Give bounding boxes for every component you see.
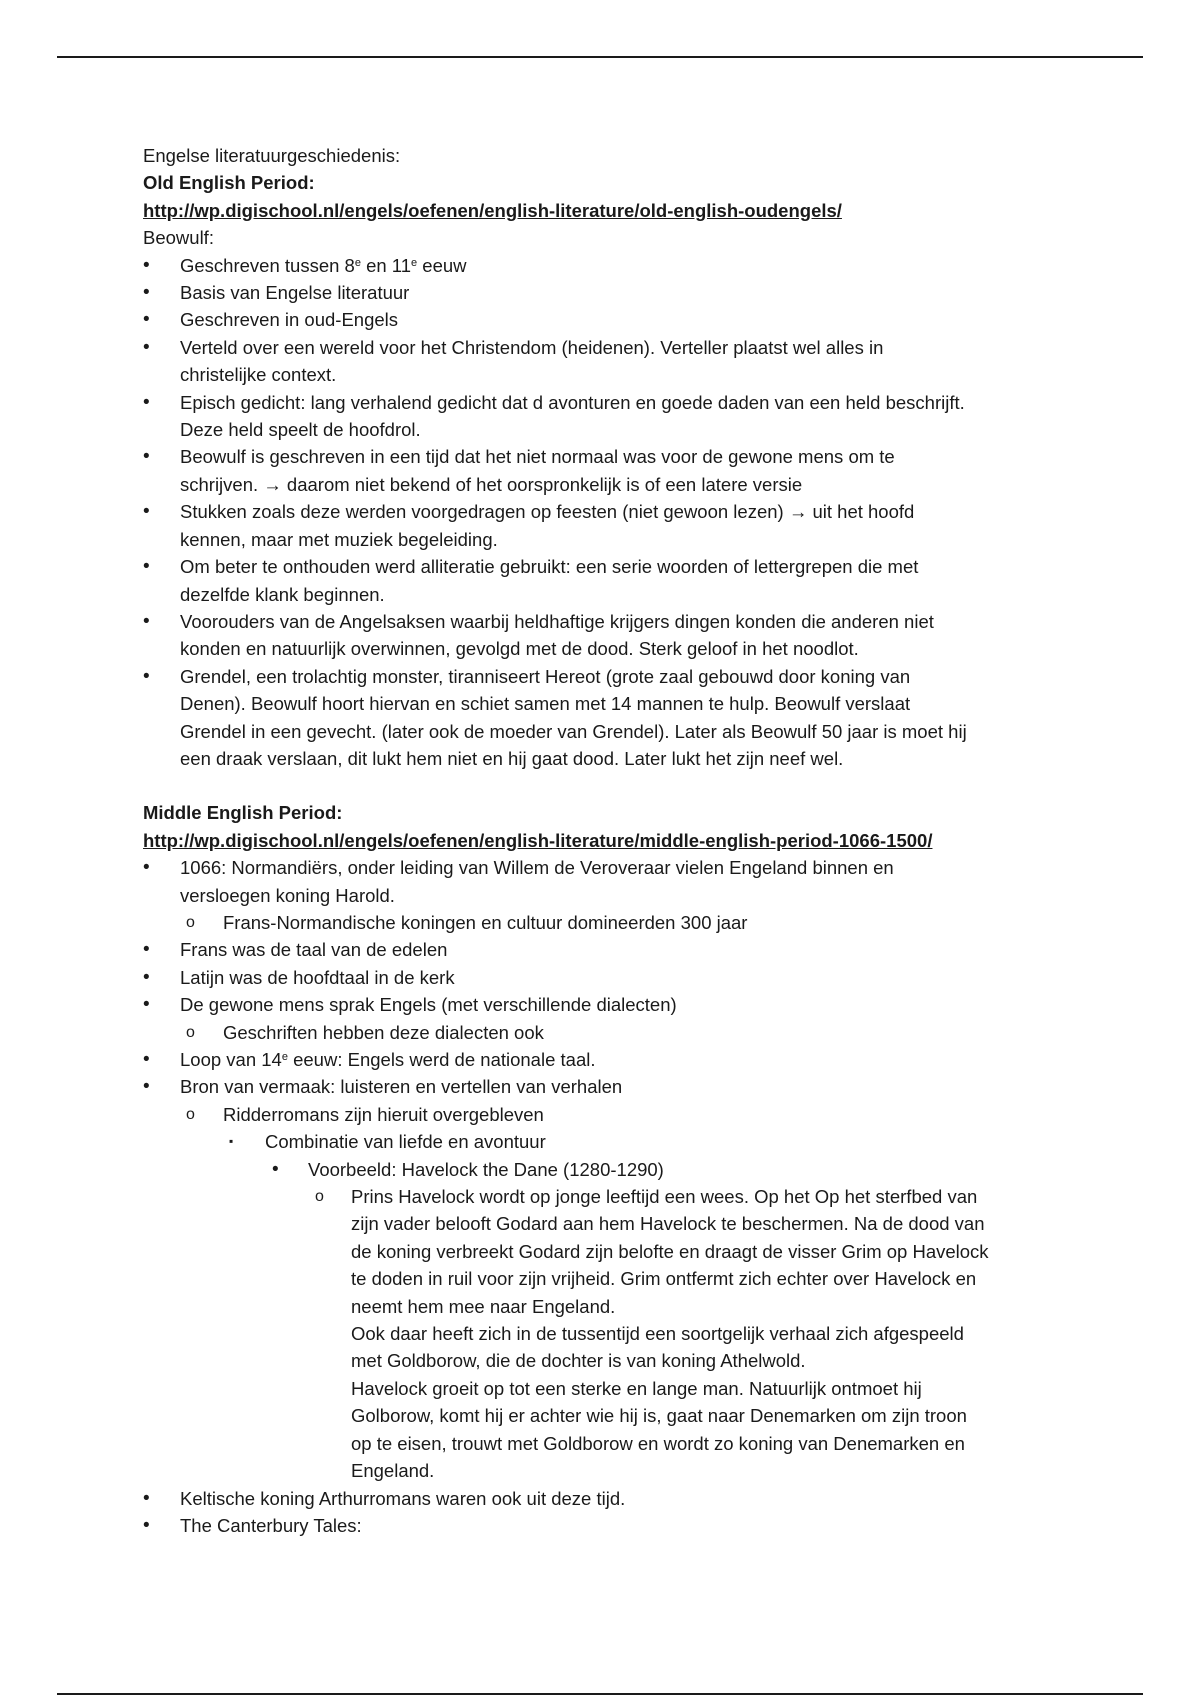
- list-item: o Ridderromans zijn hieruit overgebleven: [143, 1101, 1063, 1128]
- document-title: Engelse literatuurgeschiedenis:: [143, 145, 401, 166]
- old-english-link[interactable]: http://wp.digischool.nl/engels/oefenen/english-literature/old-english-oudengels/: [143, 199, 842, 221]
- bullet-icon: •: [143, 282, 150, 304]
- list-item: • Frans was de taal van de edelen: [143, 936, 1063, 963]
- document-body: [143, 142, 1063, 1539]
- circle-bullet-icon: o: [186, 1023, 195, 1041]
- list-item: • Bron van vermaak: luisteren en vertellen van verhalen: [143, 1073, 1063, 1100]
- bullet-icon: •: [143, 336, 150, 358]
- list-item: • Geschreven tussen 8e en 11e eeuw: [143, 252, 1063, 279]
- bullet-icon: •: [143, 391, 150, 413]
- list-item: • Verteld over een wereld voor het Christendom (heidenen). Verteller plaatst wel alles in christelijke context.: [143, 334, 1063, 389]
- old-english-heading: Old English Period:: [143, 172, 315, 194]
- bullet-icon: •: [143, 254, 150, 276]
- list-item: • Grendel, een trolachtig monster, tiranniseert Hereot (grote zaal gebouwd door koning van Denen). Beowulf hoort hiervan en schiet samen met 14 mannen te hulp. Beowulf verslaat Grendel in een gevecht. (later ook de moeder van Grendel). Later als Beowulf 50 jaar is moet hij een draak verslaan, dit lukt hem niet en hij gaat dood. Later lukt het zijn neef wel.: [143, 663, 1063, 773]
- bullet-icon: •: [143, 501, 150, 523]
- bullet-icon: •: [143, 1076, 150, 1098]
- list-item: • Basis van Engelse literatuur: [143, 279, 1063, 306]
- beowulf-list: [143, 252, 1063, 773]
- circle-bullet-icon: o: [186, 913, 195, 931]
- bullet-icon: •: [143, 939, 150, 961]
- bullet-icon: •: [272, 1158, 279, 1180]
- list-item: • Voorbeeld: Havelock the Dane (1280-1290): [143, 1156, 1063, 1183]
- circle-bullet-icon: o: [186, 1105, 195, 1123]
- bullet-icon: •: [143, 1049, 150, 1070]
- list-item: • Voorouders van de Angelsaksen waarbij heldhaftige krijgers dingen konden die anderen niet konden en natuurlijk overwinnen, gevolgd met de dood. Sterk geloof in het noodlot.: [143, 608, 1063, 663]
- list-item: o Prins Havelock wordt op jonge leeftijd een wees. Op het Op het sterfbed van zijn vader belooft Godard aan hem Havelock te beschermen. Na de dood van de koning verbreekt Godard zijn belofte en draagt de visser Grim op Havelock te doden in ruil voor zijn vrijheid. Grim ontfermt zich echter over Havelock en neemt hem mee naar Engeland. Ook daar heeft zich in de tussentijd een soortgelijk verhaal zich afgespeeld met Goldborow, die de dochter is van koning Athelwold. Havelock groeit op tot een sterke en lange man. Natuurlijk ontmoet hij Golborow, komt hij er achter wie hij is, gaat naar Denemarken om zijn troon op te eisen, trouwt met Goldborow en wordt zo koning van Denemarken en Engeland.: [143, 1183, 1063, 1484]
- list-item: • The Canterbury Tales:: [143, 1512, 1063, 1539]
- beowulf-heading: Beowulf:: [143, 227, 214, 249]
- list-item: • Beowulf is geschreven in een tijd dat het niet normaal was voor de gewone mens om te schrijven. → daarom niet bekend of het oorspronkelijk is of een latere versie: [143, 443, 1063, 498]
- list-item: • Om beter te onthouden werd alliteratie gebruikt: een serie woorden of lettergrepen die met dezelfde klank beginnen.: [143, 553, 1063, 608]
- bullet-icon: •: [143, 610, 150, 632]
- bullet-icon: •: [143, 994, 150, 1016]
- bullet-icon: •: [143, 665, 150, 687]
- list-item: • Latijn was de hoofdtaal in de kerk: [143, 964, 1063, 991]
- bullet-icon: •: [143, 857, 150, 879]
- bullet-icon: •: [143, 966, 150, 988]
- bullet-icon: •: [143, 309, 150, 331]
- circle-bullet-icon: o: [315, 1188, 324, 1206]
- bullet-icon: •: [143, 556, 150, 578]
- list-item: o Frans-Normandische koningen en cultuur domineerden 300 jaar: [143, 909, 1063, 936]
- bullet-icon: •: [143, 1514, 150, 1536]
- list-item: • De gewone mens sprak Engels (met verschillende dialecten): [143, 991, 1063, 1018]
- list-item: • Keltische koning Arthurromans waren ook uit deze tijd.: [143, 1485, 1063, 1512]
- list-item: o Geschriften hebben deze dialecten ook: [143, 1019, 1063, 1046]
- list-item: ▪ Combinatie van liefde en avontuur: [143, 1128, 1063, 1155]
- middle-english-list: [143, 854, 1063, 1539]
- bullet-icon: •: [143, 1487, 150, 1509]
- footer-rule: [57, 1693, 1143, 1695]
- list-item: • Geschreven in oud-Engels: [143, 306, 1063, 333]
- middle-english-link[interactable]: http://wp.digischool.nl/engels/oefenen/english-literature/middle-english-period-1066-1500/: [143, 829, 933, 851]
- list-item: • 1066: Normandiërs, onder leiding van Willem de Veroveraar vielen Engeland binnen en versloegen koning Harold.: [143, 854, 1063, 909]
- bullet-icon: •: [143, 446, 150, 468]
- square-bullet-icon: ▪: [229, 1134, 234, 1149]
- header-rule: [57, 56, 1143, 58]
- middle-english-heading: Middle English Period:: [143, 802, 343, 824]
- list-item: • Stukken zoals deze werden voorgedragen op feesten (niet gewoon lezen) → uit het hoofd kennen, maar met muziek begeleiding.: [143, 498, 1063, 553]
- list-item: • Episch gedicht: lang verhalend gedicht dat d avonturen en goede daden van een held beschrijft. Deze held speelt de hoofdrol.: [143, 389, 1063, 444]
- list-item: • Loop van 14e eeuw: Engels werd de nationale taal.: [143, 1046, 1063, 1073]
